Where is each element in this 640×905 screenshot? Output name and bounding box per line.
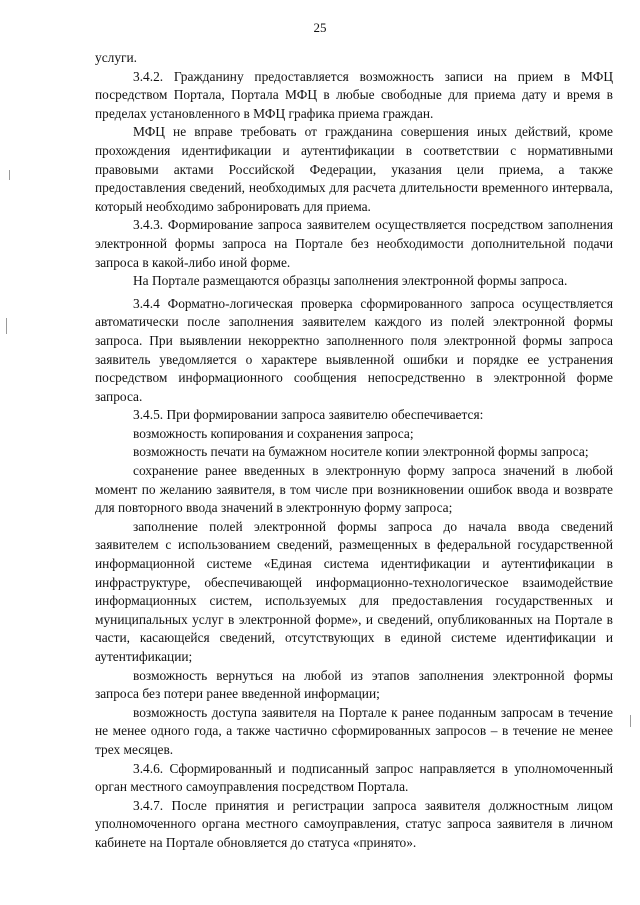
document-body: [95, 49, 613, 853]
list-item-print: возможность печати на бумажном носителе копии электронной формы запроса;: [133, 444, 589, 460]
paragraph-3-4-4: 3.4.4 Форматно-логическая проверка сформированного запроса осуществляется автоматически после заполнения заявителем каждого из полей электронной формы запроса. При выявлении некорректно заполненного поля электронной формы запроса заявитель уведомляется о характере выявленной ошибки и порядке ее устранения посредством информационного сообщения непосредственно в электронной форме запроса.: [95, 295, 613, 404]
paragraph-3-4-2: 3.4.2. Гражданину предоставляется возможность записи на прием в МФЦ посредством Портала, Портала МФЦ в любые свободные для приема дату и время в пределах установленного в МФЦ графика приема граждан.: [95, 68, 613, 121]
paragraph-3-4-6: 3.4.6. Сформированный и подписанный запрос направляется в уполномоченный орган местного самоуправления посредством Портала.: [95, 760, 613, 795]
list-item-save: сохранение ранее введенных в электронную форму запроса значений в любой момент по желанию заявителя, в том числе при возникновении ошибок ввода и возврате для повторного ввода значений в электронную форму запроса;: [95, 463, 613, 516]
list-item-return: возможность вернуться на любой из этапов заполнения электронной формы запроса без потери ранее введенной информации;: [95, 667, 613, 702]
paragraph-3-4-3: 3.4.3. Формирование запроса заявителем осуществляется посредством заполнения электронной формы запроса на Портале без необходимости дополнительной подачи запроса в какой-либо иной форме.: [95, 217, 613, 270]
list-item-autofill: заполнение полей электронной формы запроса до начала ввода сведений заявителем с использованием сведений, размещенных в федеральной государственной информационной системе «Единая система идентификации и аутентификации в инфраструктуре, обеспечивающей информационно-технологическое взаимодействие информационных систем, используемых для предоставления государственных и муниципальных услуг в электронной форме», и сведений, опубликованных на Портале в части, касающейся сведений, отсутствующих в единой системе идентификации и аутентификации;: [95, 518, 613, 664]
paragraph-portal-samples: На Портале размещаются образцы заполнения электронной формы запроса.: [133, 273, 568, 289]
paragraph-mfc-restriction: МФЦ не вправе требовать от гражданина совершения иных действий, кроме прохождения идентификации и аутентификации в соответствии с нормативными правовыми актами Российской Федерации, указания цели приема, а также предоставления сведений, необходимых для расчета длительности временного интервала, который необходимо забронировать для приема.: [95, 124, 613, 214]
scan-mark: [6, 318, 7, 334]
list-item-copy: возможность копирования и сохранения запроса;: [133, 425, 414, 441]
page-number: 25: [313, 20, 327, 35]
scan-mark: [9, 170, 10, 180]
paragraph-continuation: услуги.: [95, 50, 138, 65]
paragraph-3-4-7: 3.4.7. После принятия и регистрации запроса заявителя должностным лицом уполномоченного органа местного самоуправления, статус запроса заявителя в личном кабинете на Портале обновляется до статуса «принято».: [95, 797, 613, 850]
scan-mark: [630, 715, 631, 727]
list-item-access: возможность доступа заявителя на Портале к ранее поданным запросам в течение не менее одного года, а также частично сформированных запросов – в течение не менее трех месяцев.: [95, 704, 613, 757]
paragraph-3-4-5: 3.4.5. При формировании запроса заявителю обеспечивается:: [133, 407, 484, 423]
